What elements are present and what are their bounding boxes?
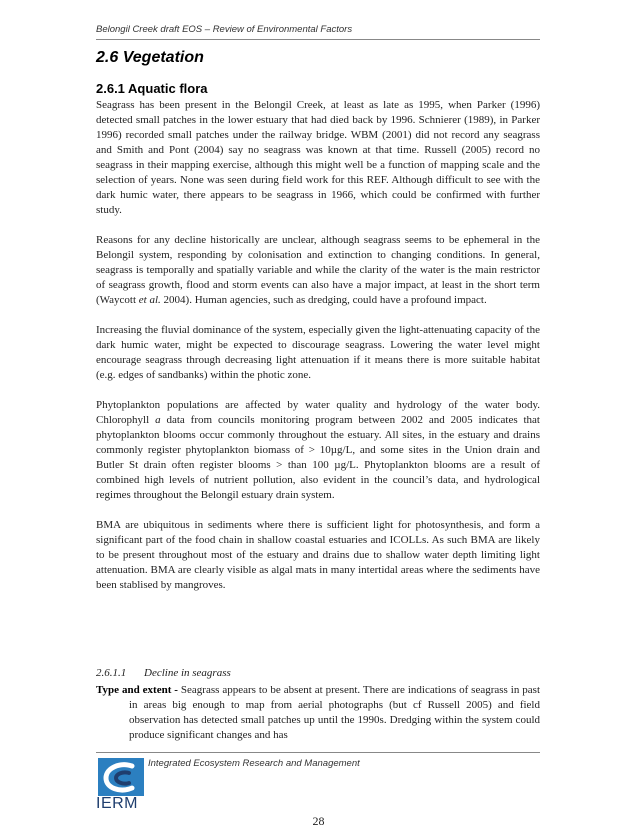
header-divider <box>96 39 540 40</box>
type-extent-label: Type and extent - <box>96 684 178 696</box>
page-number: 28 <box>312 814 325 828</box>
paragraph-text: 2004). Human agencies, such as dredging, could have a profound impact. <box>160 294 487 306</box>
paragraph-seagrass-history: Seagrass has been present in the Belongil Creek, at least as late as 1995, when Parker (1996) detected small patches in the lower estuary that had died back by 1996. Schnierer (1989), in Parker 1996) recorded small patches under the railway bridge. WBM (2001) did not record any seagrass and Smith and Pont (2004) say no seagrass was known at that time. Russell (2005) record no seagrass in their mapping exercise, although this might well be a function of mapping scale and the selection of years. None was seen during field work for this REF. Although difficult to see with the dark humic water, there appears to be seagrass in 1966, which could be confirmed with further study. <box>96 99 540 216</box>
footer-divider <box>96 752 540 753</box>
body-text <box>96 98 540 608</box>
paragraph-text: Reasons for any decline historically are unclear, although seagrass seems to be ephemeral in the Belongil system, responding by colonisation and extinction to changing conditions. In general, seagrass is temporally and spatially variable and while the clarity of the water is the main restrictor of seagrass growth, flood and storm events can also have a major impact, at least in the short term (Waycott <box>96 234 540 306</box>
footer-org-name: Integrated Ecosystem Research and Management <box>148 758 360 769</box>
paragraph-fluvial-dominance: Increasing the fluvial dominance of the system, especially given the light-attenuating capacity of the dark humic water, might be expected to discourage seagrass. Lowering the water level might encourage seagrass through decreasing light attenuation if it means there is more suitable habitat (e.g. edges of sandbanks) within the photic zone. <box>96 324 540 381</box>
subsection-heading: 2.6.1 Aquatic flora <box>96 81 208 96</box>
paragraph-phytoplankton <box>96 398 540 503</box>
running-header: Belongil Creek draft EOS – Review of Environmental Factors <box>96 24 353 35</box>
chlorophyll-a-italic: a <box>155 414 161 426</box>
section-heading: 2.6 Vegetation <box>96 49 204 66</box>
paragraph-text: Phytoplankton populations are affected by water quality and hydrology of the water body. Chlorophyll <box>96 399 540 426</box>
ierm-logo-icon <box>98 758 144 796</box>
type-extent-text: Seagrass appears to be absent at present. There are indications of seagrass in past in areas big enough to map from aerial photographs (but cf Russell 2005) and field observation has detected small patches up until the 1990s. Dredging within the system could produce significant changes and has <box>129 684 540 741</box>
subsubsection-number: 2.6.1.1 <box>96 667 127 679</box>
subsubsection-heading <box>96 667 540 679</box>
subsubsection-title: Decline in seagrass <box>144 667 231 679</box>
type-extent-paragraph <box>96 683 540 743</box>
paragraph-text: data from councils monitoring program between 2002 and 2005 indicates that phytoplankton blooms occur commonly throughout the estuary. All sites, in the estuary and drains commonly register phytoplankton biomass of > 10µg/L, and some sites in the Union drain and Butler St drain often register blooms > than 100 µg/L. Phytoplankton blooms are a result of combined high levels of nutrient pollution, also evident in the council’s data, and hydrological regimes throughout the Belongil estuary drain system. <box>96 414 540 501</box>
paragraph-bma: BMA are ubiquitous in sediments where there is sufficient light for photosynthesis, and form a significant part of the food chain in shallow coastal estuaries and ICOLLs. As such BMA are likely to be present throughout most of the estuary and drains due to shallow water depth limiting light attenuation. BMA are clearly visible as algal mats in many intertidal areas where the sediments have been stablised by mangroves. <box>96 519 540 591</box>
citation-et-al: et al. <box>138 294 161 306</box>
logo-wordmark: IERM <box>96 795 138 812</box>
paragraph-decline-reasons <box>96 233 540 308</box>
